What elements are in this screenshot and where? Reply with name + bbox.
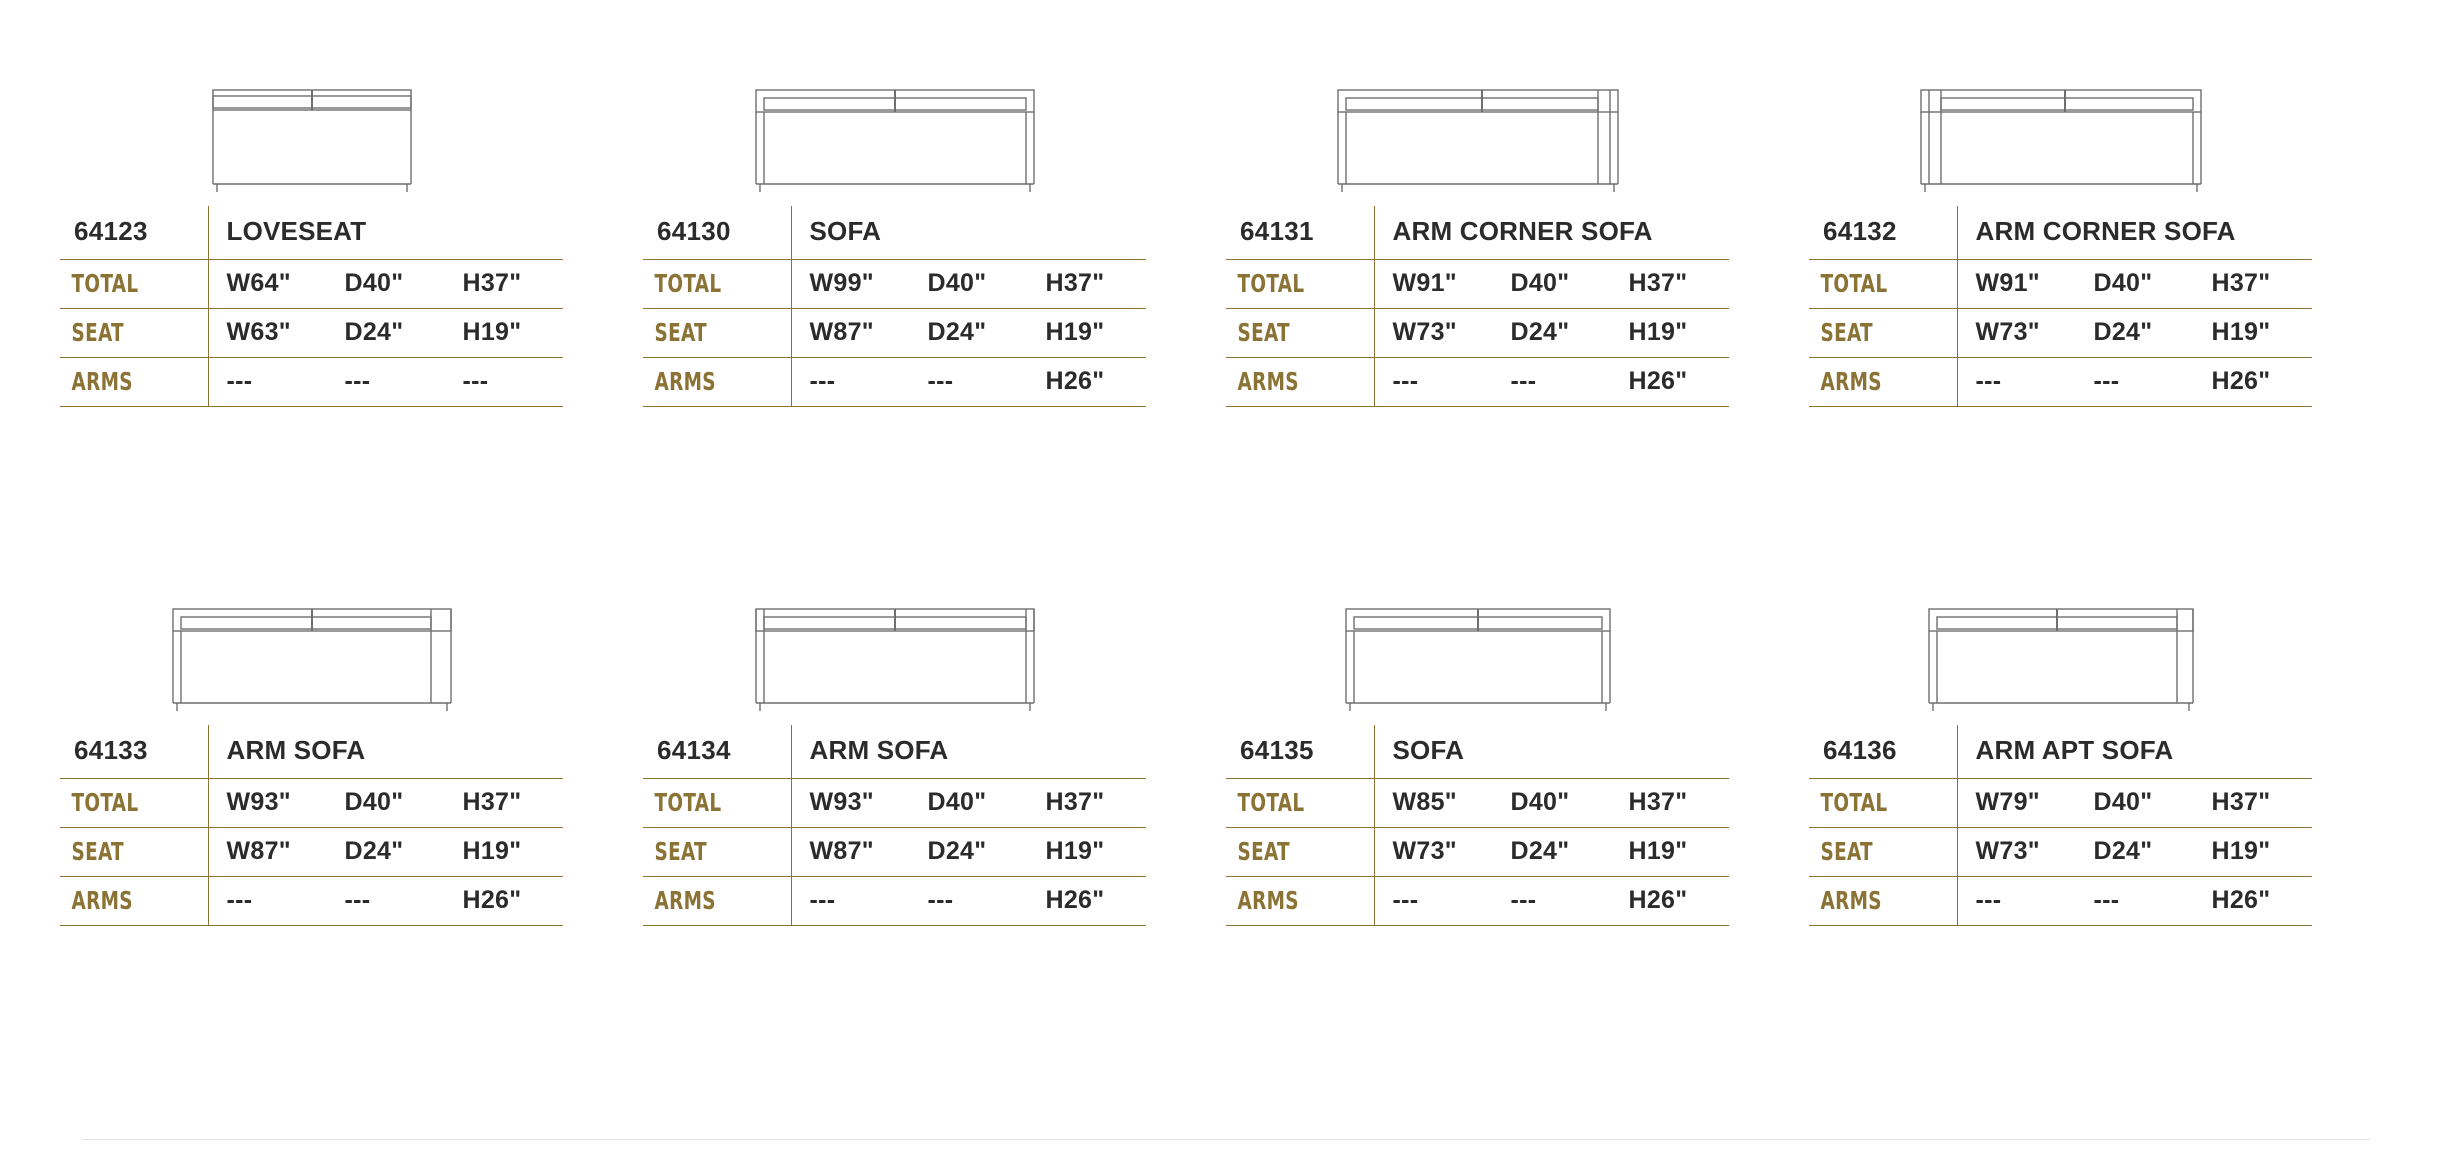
table-row (1809, 309, 2312, 358)
dim-depth: --- (2093, 886, 2120, 914)
dim-depth: D40" (2093, 788, 2153, 816)
product-name: ARM APT SOFA (1957, 725, 2312, 779)
table-row (643, 828, 1146, 877)
arm-corner-sofa-left-elevation-drawing (1226, 58, 1729, 206)
page-divider (82, 1139, 2370, 1140)
table-row (1809, 725, 2312, 779)
dim-depth: --- (1510, 886, 1537, 914)
product-card (1809, 58, 2392, 407)
dim-width: --- (809, 886, 836, 914)
dim-depth: D40" (927, 788, 987, 816)
row-label-seat: SEAT (60, 828, 181, 877)
seat-dimensions (1957, 828, 2312, 877)
dim-width: W91" (1975, 269, 2040, 297)
product-card (60, 577, 643, 926)
dim-height: H26" (2211, 367, 2271, 395)
dim-width: W93" (809, 788, 874, 816)
spec-table (643, 206, 1146, 407)
arm-sofa-right-elevation-drawing (60, 577, 563, 725)
table-row (643, 877, 1146, 926)
product-card (1226, 58, 1809, 407)
table-row (1809, 828, 2312, 877)
arm-apt-sofa-elevation-drawing (1809, 577, 2312, 725)
spec-table (1226, 725, 1729, 926)
arms-dimensions (208, 877, 563, 926)
row-label-total: TOTAL (60, 260, 181, 309)
dim-height: H37" (2211, 269, 2271, 297)
product-name: LOVESEAT (208, 206, 563, 260)
dim-height: H26" (1045, 367, 1105, 395)
product-code: 64134 (643, 725, 791, 779)
product-card (643, 577, 1226, 926)
table-row (60, 725, 563, 779)
seat-dimensions (1374, 309, 1729, 358)
row-label-arms: ARMS (1809, 877, 1930, 926)
total-dimensions (1374, 260, 1729, 309)
dim-width: W64" (226, 269, 291, 297)
dim-depth: --- (927, 886, 954, 914)
arms-dimensions (1374, 358, 1729, 407)
row-label-total: TOTAL (1226, 260, 1347, 309)
table-row (1226, 877, 1729, 926)
arms-dimensions (1957, 358, 2312, 407)
dim-depth: D24" (1510, 837, 1570, 865)
dim-width: W87" (226, 837, 291, 865)
product-code: 64131 (1226, 206, 1374, 260)
dim-height: H19" (462, 318, 522, 346)
row-label-arms: ARMS (1226, 877, 1347, 926)
dim-depth: D40" (1510, 788, 1570, 816)
table-row (1226, 779, 1729, 828)
table-row (1226, 309, 1729, 358)
dim-depth: --- (1510, 367, 1537, 395)
sofa-elevation-drawing (643, 58, 1146, 206)
dim-height: H26" (1628, 886, 1688, 914)
dim-width: W87" (809, 837, 874, 865)
seat-dimensions (208, 828, 563, 877)
dim-height: H19" (2211, 837, 2271, 865)
table-row (60, 828, 563, 877)
dim-depth: D40" (344, 269, 404, 297)
dim-depth: --- (2093, 367, 2120, 395)
arm-corner-sofa-right-elevation-drawing (1809, 58, 2312, 206)
seat-dimensions (791, 309, 1146, 358)
dim-width: W85" (1392, 788, 1457, 816)
dim-width: --- (226, 367, 253, 395)
arms-dimensions (1957, 877, 2312, 926)
table-row (643, 260, 1146, 309)
table-row (1226, 206, 1729, 260)
product-card (1226, 577, 1809, 926)
dim-depth: D24" (927, 318, 987, 346)
table-row (643, 779, 1146, 828)
dim-height: H26" (1628, 367, 1688, 395)
total-dimensions (791, 779, 1146, 828)
dim-width: W87" (809, 318, 874, 346)
row-label-arms: ARMS (1809, 358, 1930, 407)
dim-depth: D40" (927, 269, 987, 297)
table-row (1809, 877, 2312, 926)
row-label-total: TOTAL (1226, 779, 1347, 828)
dim-height: H19" (2211, 318, 2271, 346)
table-row (60, 206, 563, 260)
arms-dimensions (1374, 877, 1729, 926)
total-dimensions (791, 260, 1146, 309)
dim-height: H37" (1628, 269, 1688, 297)
row-label-arms: ARMS (643, 358, 764, 407)
dim-width: W91" (1392, 269, 1457, 297)
product-name: SOFA (791, 206, 1146, 260)
product-code: 64136 (1809, 725, 1957, 779)
dim-width: --- (1392, 367, 1419, 395)
row-label-seat: SEAT (1226, 828, 1347, 877)
seat-dimensions (208, 309, 563, 358)
dim-width: --- (1975, 367, 2002, 395)
dim-width: --- (809, 367, 836, 395)
arms-dimensions (791, 358, 1146, 407)
dim-depth: D24" (344, 318, 404, 346)
total-dimensions (1957, 779, 2312, 828)
product-name: ARM CORNER SOFA (1374, 206, 1729, 260)
row-label-seat: SEAT (1809, 309, 1930, 358)
dim-width: W73" (1975, 837, 2040, 865)
dim-height: H37" (462, 788, 522, 816)
spec-table (643, 725, 1146, 926)
dim-depth: D24" (927, 837, 987, 865)
row-label-arms: ARMS (643, 877, 764, 926)
product-card (1809, 577, 2392, 926)
table-row (1226, 725, 1729, 779)
dim-width: --- (1975, 886, 2002, 914)
dim-height: H26" (1045, 886, 1105, 914)
row-label-arms: ARMS (1226, 358, 1347, 407)
spec-table (60, 206, 563, 407)
row-label-seat: SEAT (1226, 309, 1347, 358)
dim-width: W73" (1975, 318, 2040, 346)
sofa-narrow-elevation-drawing (1226, 577, 1729, 725)
dim-height: H37" (1045, 788, 1105, 816)
dim-width: W79" (1975, 788, 2040, 816)
total-dimensions (208, 260, 563, 309)
dim-depth: D24" (2093, 318, 2153, 346)
product-name: ARM SOFA (791, 725, 1146, 779)
seat-dimensions (791, 828, 1146, 877)
arm-sofa-elevation-drawing (643, 577, 1146, 725)
product-row-2 (60, 407, 2392, 926)
row-label-total: TOTAL (1809, 260, 1930, 309)
product-card (643, 58, 1226, 407)
table-row (643, 725, 1146, 779)
table-row (1809, 260, 2312, 309)
dim-depth: --- (927, 367, 954, 395)
dim-width: W73" (1392, 837, 1457, 865)
dim-height: H19" (462, 837, 522, 865)
product-code: 64123 (60, 206, 208, 260)
spec-table (1809, 206, 2312, 407)
dim-depth: --- (344, 367, 371, 395)
product-card (60, 58, 643, 407)
dim-height: H26" (462, 886, 522, 914)
dim-depth: D24" (344, 837, 404, 865)
seat-dimensions (1957, 309, 2312, 358)
dim-width: --- (226, 886, 253, 914)
product-name: SOFA (1374, 725, 1729, 779)
loveseat-elevation-drawing (60, 58, 563, 206)
dim-depth: D40" (2093, 269, 2153, 297)
dim-height: H19" (1628, 318, 1688, 346)
table-row (643, 358, 1146, 407)
table-row (60, 309, 563, 358)
dim-height: H19" (1045, 837, 1105, 865)
dim-height: H37" (1628, 788, 1688, 816)
seat-dimensions (1374, 828, 1729, 877)
total-dimensions (1374, 779, 1729, 828)
row-label-seat: SEAT (643, 309, 764, 358)
row-label-seat: SEAT (1809, 828, 1930, 877)
dim-depth: --- (344, 886, 371, 914)
row-label-arms: ARMS (60, 877, 181, 926)
table-row (1226, 260, 1729, 309)
row-label-arms: ARMS (60, 358, 181, 407)
table-row (643, 206, 1146, 260)
table-row (1809, 779, 2312, 828)
dim-depth: D40" (1510, 269, 1570, 297)
spec-table (1226, 206, 1729, 407)
row-label-seat: SEAT (643, 828, 764, 877)
dim-height: --- (462, 367, 489, 395)
product-code: 64133 (60, 725, 208, 779)
dim-height: H19" (1045, 318, 1105, 346)
total-dimensions (1957, 260, 2312, 309)
dim-depth: D24" (2093, 837, 2153, 865)
table-row (1226, 358, 1729, 407)
arms-dimensions (791, 877, 1146, 926)
table-row (643, 309, 1146, 358)
dim-width: W73" (1392, 318, 1457, 346)
row-label-seat: SEAT (60, 309, 181, 358)
table-row (60, 877, 563, 926)
arms-dimensions (208, 358, 563, 407)
row-label-total: TOTAL (643, 779, 764, 828)
dim-depth: D24" (1510, 318, 1570, 346)
product-code: 64132 (1809, 206, 1957, 260)
table-row (60, 779, 563, 828)
product-name: ARM SOFA (208, 725, 563, 779)
spec-table (60, 725, 563, 926)
dim-height: H37" (462, 269, 522, 297)
dim-width: W63" (226, 318, 291, 346)
dim-width: --- (1392, 886, 1419, 914)
table-row (1809, 358, 2312, 407)
dim-width: W99" (809, 269, 874, 297)
table-row (60, 358, 563, 407)
row-label-total: TOTAL (643, 260, 764, 309)
dim-height: H37" (1045, 269, 1105, 297)
product-code: 64130 (643, 206, 791, 260)
dim-height: H26" (2211, 886, 2271, 914)
dim-depth: D40" (344, 788, 404, 816)
table-row (1226, 828, 1729, 877)
table-row (1809, 206, 2312, 260)
row-label-total: TOTAL (60, 779, 181, 828)
table-row (60, 260, 563, 309)
total-dimensions (208, 779, 563, 828)
product-code: 64135 (1226, 725, 1374, 779)
spec-table (1809, 725, 2312, 926)
dim-width: W93" (226, 788, 291, 816)
dim-height: H19" (1628, 837, 1688, 865)
row-label-total: TOTAL (1809, 779, 1930, 828)
product-name: ARM CORNER SOFA (1957, 206, 2312, 260)
product-row-1 (60, 0, 2392, 407)
dim-height: H37" (2211, 788, 2271, 816)
